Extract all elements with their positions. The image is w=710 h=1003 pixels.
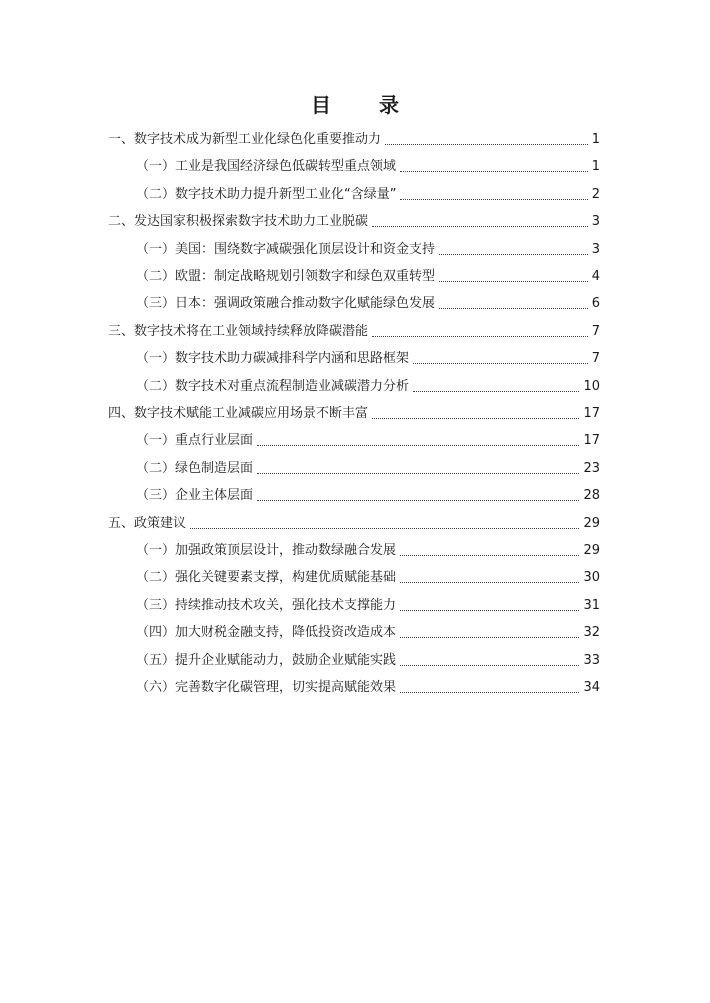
dot-leader [190, 528, 579, 529]
toc-page-number: 31 [583, 597, 600, 613]
toc-entry-title: （一）加强政策顶层设计，推动数绿融合发展 [136, 543, 397, 558]
toc-page-number: 1 [591, 159, 600, 175]
toc-section-entry[interactable] [136, 154, 600, 176]
toc-page-number: 4 [591, 269, 600, 284]
toc-page-number: 29 [583, 515, 600, 531]
toc-section-entry[interactable] [136, 428, 600, 450]
toc-page-number: 3 [591, 241, 600, 257]
toc-entry-title: （一）美国：围绕数字减碳强化顶层设计和资金支持 [136, 241, 436, 257]
toc-entry-title: （五）提升企业赋能动力，鼓励企业赋能实践 [136, 652, 397, 668]
dot-leader [372, 418, 579, 419]
toc-entry-title: （四）加大财税金融支持，降低投资改造成本 [136, 625, 397, 641]
toc-section-entry[interactable] [136, 565, 600, 587]
toc-section-entry[interactable] [136, 620, 600, 642]
toc-entry-title: 五、政策建议 [108, 515, 187, 531]
dot-leader [413, 391, 579, 392]
toc-section-entry[interactable] [136, 346, 600, 368]
toc-page-number: 28 [583, 488, 600, 504]
toc-page-number: 7 [591, 351, 600, 367]
toc-entry-title: （一）重点行业层面 [136, 433, 254, 449]
toc-entry-title: （三）日本：强调政策融合推动数字化赋能绿色发展 [136, 296, 436, 312]
toc-section-entry[interactable] [136, 291, 600, 313]
toc-section-entry[interactable] [136, 648, 600, 670]
toc-section-entry[interactable] [136, 456, 600, 478]
toc-page-number: 1 [591, 132, 600, 147]
toc-page-number: 29 [583, 543, 600, 558]
toc-section-entry[interactable] [136, 374, 600, 396]
toc-section-entry[interactable] [136, 264, 600, 286]
toc-entry-title: （二）绿色制造层面 [136, 460, 254, 476]
dot-leader [400, 610, 579, 611]
toc-section-entry[interactable] [136, 182, 600, 204]
toc-chapter-entry[interactable] [108, 127, 600, 149]
dot-leader [439, 281, 588, 282]
dot-leader [372, 226, 588, 227]
toc-page-number: 33 [583, 652, 600, 668]
toc-page-number: 6 [591, 296, 600, 312]
toc-entry-title: （二）欧盟：制定战略规划引领数字和绿色双重转型 [136, 269, 436, 284]
toc-entry-title: （六）完善数字化碳管理，切实提高赋能效果 [136, 680, 397, 695]
dot-leader [400, 665, 579, 666]
toc-entry-title: 三、数字技术将在工业领域持续释放降碳潜能 [108, 323, 369, 339]
toc-page-number: 17 [583, 433, 600, 449]
toc-chapter-entry[interactable] [108, 401, 600, 423]
toc-page-number: 32 [583, 625, 600, 641]
toc-entry-title: （三）企业主体层面 [136, 488, 254, 504]
toc-page-number: 30 [583, 570, 600, 586]
dot-leader [372, 336, 588, 337]
page-title: 目 录 [311, 93, 413, 117]
dot-leader [413, 363, 588, 364]
toc-section-entry[interactable] [136, 483, 600, 505]
dot-leader [400, 171, 588, 172]
dot-leader [400, 692, 579, 693]
toc-page-number: 10 [583, 378, 600, 394]
toc-entry-title: （三）持续推动技术攻关，强化技术支撑能力 [136, 597, 397, 613]
toc-page-number: 3 [591, 214, 600, 230]
toc-page-number: 34 [583, 680, 600, 695]
dot-leader [439, 254, 588, 255]
toc-section-entry[interactable] [136, 538, 600, 560]
dot-leader [400, 555, 579, 556]
dot-leader [439, 308, 588, 309]
toc-entry-title: （一）工业是我国经济绿色低碳转型重点领域 [136, 159, 397, 175]
toc-page-number: 17 [583, 406, 600, 421]
toc-page-number: 2 [591, 186, 600, 202]
toc-page-number: 23 [583, 460, 600, 476]
toc-section-entry[interactable] [136, 237, 600, 259]
dot-leader [400, 199, 587, 200]
toc-entry-title: （二）数字技术对重点流程制造业减碳潜力分析 [136, 378, 410, 394]
toc-section-entry[interactable] [136, 593, 600, 615]
toc-entry-title: 四、数字技术赋能工业减碳应用场景不断丰富 [108, 406, 369, 421]
toc-entry-title: （二）数字技术助力提升新型工业化“含绿量” [136, 186, 397, 202]
toc-entry-title: （一）数字技术助力碳减排科学内涵和思路框架 [136, 351, 410, 367]
dot-leader [257, 500, 579, 501]
dot-leader [257, 445, 579, 446]
toc-chapter-entry[interactable] [108, 209, 600, 231]
toc-chapter-entry[interactable] [108, 511, 600, 533]
dot-leader [400, 582, 579, 583]
dot-leader [257, 473, 579, 474]
dot-leader [400, 637, 579, 638]
toc-section-entry[interactable] [136, 675, 600, 697]
dot-leader [385, 144, 588, 145]
toc-entry-title: 二、发达国家积极探索数字技术助力工业脱碳 [108, 214, 369, 230]
toc-entry-title: （二）强化关键要素支撑，构建优质赋能基础 [136, 570, 397, 586]
toc-entry-title: 一、数字技术成为新型工业化绿色化重要推动力 [108, 132, 382, 147]
toc-page-number: 7 [591, 323, 600, 339]
toc-chapter-entry[interactable] [108, 319, 600, 341]
